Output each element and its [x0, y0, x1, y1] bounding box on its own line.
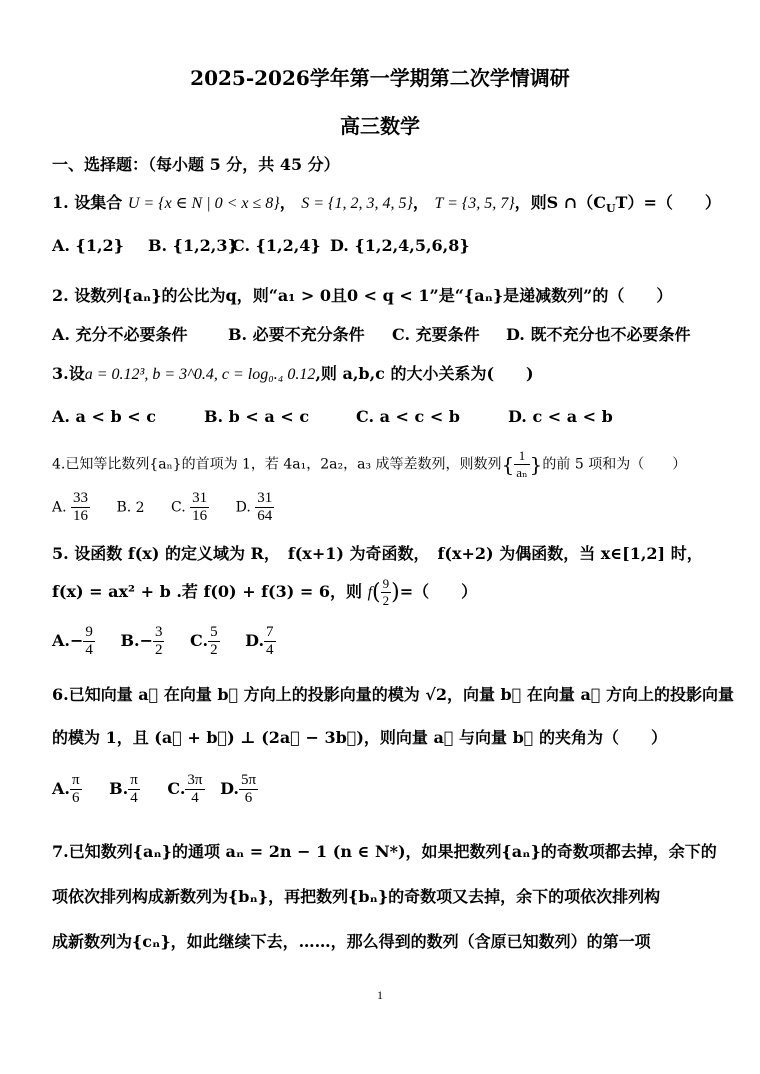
q2-option-b: B. 必要不充分条件: [228, 325, 365, 344]
q5-f: f: [367, 584, 373, 601]
q5-option-d-den: 4: [266, 642, 274, 658]
q3-stem-end: ,则 a,b,c 的大小关系为( ): [315, 364, 534, 383]
q2-option-a: A. 充分不必要条件: [52, 325, 188, 344]
q4-option-d-fraction: [255, 490, 274, 525]
q4-option-b-label: B.: [116, 499, 132, 516]
page-number: 1: [377, 988, 383, 1002]
q5-frac-num: 9: [382, 576, 390, 591]
question-3-stem: [52, 361, 534, 384]
question-1-stem: 1. 设集合 U = {x ∈ N | 0 < x ≤ 8}， S = {1, 2, 3, 4, 5}， T = {3, 5, 7}，则S $\cap(C_UT)=$（ ）: [52, 193, 721, 216]
q4-option-c-label: C.: [171, 499, 186, 516]
q2-option-d: D. 既不充分也不必要条件: [506, 325, 691, 344]
question-2-stem: 2. 设数列{aₙ}的公比为q，则“a₁ > 0且0 < q < 1”是“{aₙ}是递减数列”的（ ）: [52, 286, 673, 305]
q5-option-b-den: 2: [154, 642, 163, 658]
q4-option-a-den: 16: [73, 508, 89, 524]
q3-option-c: C. a < c < b: [356, 407, 460, 426]
q6-option-d-label: D.: [220, 779, 239, 798]
q4-option-b-value: 2: [135, 499, 145, 516]
q5-option-d-num: 7: [266, 624, 274, 640]
q3-option-b: B. b < a < c: [204, 407, 310, 426]
q4-option-d-label: D.: [235, 499, 251, 516]
q6-option-d-den: 6: [244, 790, 253, 806]
q5-line2-end: =（ ）: [399, 582, 478, 601]
question-7-line-2: 项依次排列构成新数列为{bₙ}，再把数列{bₙ}的奇数项又去掉，余下的项依次排列构: [52, 887, 661, 906]
q5-line2-start: f(x) = ax² + b .若 f(0) + f(3) = 6，则: [52, 582, 363, 601]
section-heading: 一、选择题：（每小题 5 分，共 45 分）: [52, 155, 340, 174]
q5-option-d-label: D.: [245, 631, 265, 650]
q6-option-d-fraction: [239, 772, 258, 807]
q6-option-c-num: 3π: [187, 772, 203, 788]
q6-option-b-den: 4: [130, 790, 138, 806]
q4-frac-num: 1: [514, 448, 529, 465]
q4-option-a-num: 33: [73, 490, 89, 506]
q4-option-c-den: 16: [192, 508, 208, 524]
q4-option-a-fraction: [71, 490, 90, 525]
q4-frac-den: aₙ: [516, 465, 528, 480]
q5-options: [52, 624, 276, 659]
question-7-line-3: 成新数列为{cₙ}，如此继续下去，……，那么得到的数列（含原已知数列）的第一项: [52, 932, 651, 951]
q1-subscript-u: U: [605, 202, 616, 216]
q6-option-a-num: π: [71, 772, 80, 788]
q3-stem-start: 3.设: [52, 364, 85, 383]
q5-option-b-sign: −: [139, 631, 153, 650]
q4-option-a-label: A.: [52, 499, 67, 516]
q6-options: [52, 772, 258, 807]
q5-option-a-label: A.: [52, 631, 70, 650]
q3-option-a: A. a < b < c: [52, 407, 156, 426]
q1-stem-end: T）=（ ）: [615, 193, 721, 212]
q5-option-a-den: 4: [85, 642, 93, 658]
q4-stem-end: 的前 5 项和为（ ）: [542, 456, 687, 473]
q6-option-b-label: B.: [109, 779, 129, 798]
q5-option-d-fraction: [264, 624, 276, 659]
q4-option-c-num: 31: [192, 490, 208, 506]
q3-option-d: D. c < a < b: [508, 407, 613, 426]
subject-title: 高三数学: [340, 114, 420, 138]
q6-option-d-num: 5π: [240, 772, 257, 788]
q6-option-a-den: 6: [72, 790, 80, 806]
q4-options: [52, 490, 274, 525]
q1-set-u: U = {x ∈ N | 0 < x ≤ 8}: [127, 195, 280, 212]
q5-option-c-den: 2: [210, 642, 218, 658]
exam-title: 2025-2026学年第一学期第二次学情调研: [190, 66, 570, 90]
q6-option-a-label: A.: [52, 779, 70, 798]
q5-option-b-fraction: [153, 624, 165, 659]
q5-option-a-fraction: [83, 624, 95, 659]
question-6-line-1: 6.已知向量 a⃗ 在向量 b⃗ 方向上的投影向量的模为 √2，向量 b⃗ 在向量 a⃗ 方向上的投影向量: [52, 685, 735, 704]
q6-option-b-num: π: [130, 772, 138, 788]
q1-option-d: D. {1,2,4,5,6,8}: [330, 236, 470, 255]
q1-option-c: C. {1,2,4}: [232, 236, 321, 255]
q2-option-c: C. 充要条件: [392, 325, 480, 344]
q5-option-c-num: 5: [210, 624, 218, 640]
question-4-stem: 4.已知等比数列{aₙ}的首项为 1，若 4a₁，2a₂，a₃ 成等差数列，则数列{ $\frac{1}{\text{aₙ}}$ }的前 5 项和为（ ）: [52, 448, 687, 480]
q5-option-a-num: 9: [85, 624, 93, 640]
q1-option-b: B. {1,2,3}: [148, 236, 238, 255]
q5-option-b-label: B.: [120, 631, 140, 650]
question-7-line-1: 7.已知数列{aₙ}的通项 aₙ = 2n − 1 (n ∈ N*)，如果把数列{aₙ}的奇数项都去掉，余下的: [52, 842, 717, 861]
q5-frac-den: 2: [382, 593, 390, 608]
q4-option-d-num: 31: [257, 490, 273, 506]
q6-option-c-fraction: [185, 772, 204, 807]
q1-stem-start: 1. 设集合: [52, 193, 123, 212]
q6-option-c-den: 4: [191, 790, 199, 806]
q1-option-a: A. {1,2}: [52, 236, 124, 255]
q4-option-d-den: 64: [257, 508, 273, 524]
q5-fraction: [381, 576, 392, 609]
q5-option-c-fraction: [208, 624, 220, 659]
q1-set-s: S = {1, 2, 3, 4, 5}: [301, 195, 413, 212]
q5-option-b-num: 3: [154, 624, 163, 640]
q4-fraction: [514, 448, 529, 481]
q6-option-b-fraction: [128, 772, 140, 807]
q5-option-c-label: C.: [190, 631, 209, 650]
q1-stem-mid: ，则S ∩（C: [514, 193, 606, 212]
q6-option-c-label: C.: [167, 779, 186, 798]
question-5-line-2: f(x) = ax² + b .若 f(0) + f(3) = 6，则 f( $\frac{9}{2}$ )=（ ）: [52, 576, 478, 608]
q1-set-t: T = {3, 5, 7}: [434, 195, 515, 212]
q3-expression: a = 0.12³, b = 3^0.4, c = log₀.₄ 0.12: [84, 366, 316, 383]
q4-option-c-fraction: [190, 490, 209, 525]
q5-option-a-sign: −: [69, 631, 84, 650]
q4-stem-start: 4.已知等比数列{aₙ}的首项为 1，若 4a₁，2a₂，a₃ 成等差数列，则数列: [52, 456, 502, 473]
question-5-line-1: 5. 设函数 f(x) 的定义域为 R， f(x+1) 为奇函数， f(x+2) 为偶函数，当 x∈[1,2] 时，: [52, 544, 703, 563]
question-6-line-2: 的模为 1，且 (a⃗ + b⃗) ⊥ (2a⃗ − 3b⃗)，则向量 a⃗ 与向量 b⃗ 的夹角为（ ）: [52, 728, 667, 747]
q6-option-a-fraction: [70, 772, 82, 807]
